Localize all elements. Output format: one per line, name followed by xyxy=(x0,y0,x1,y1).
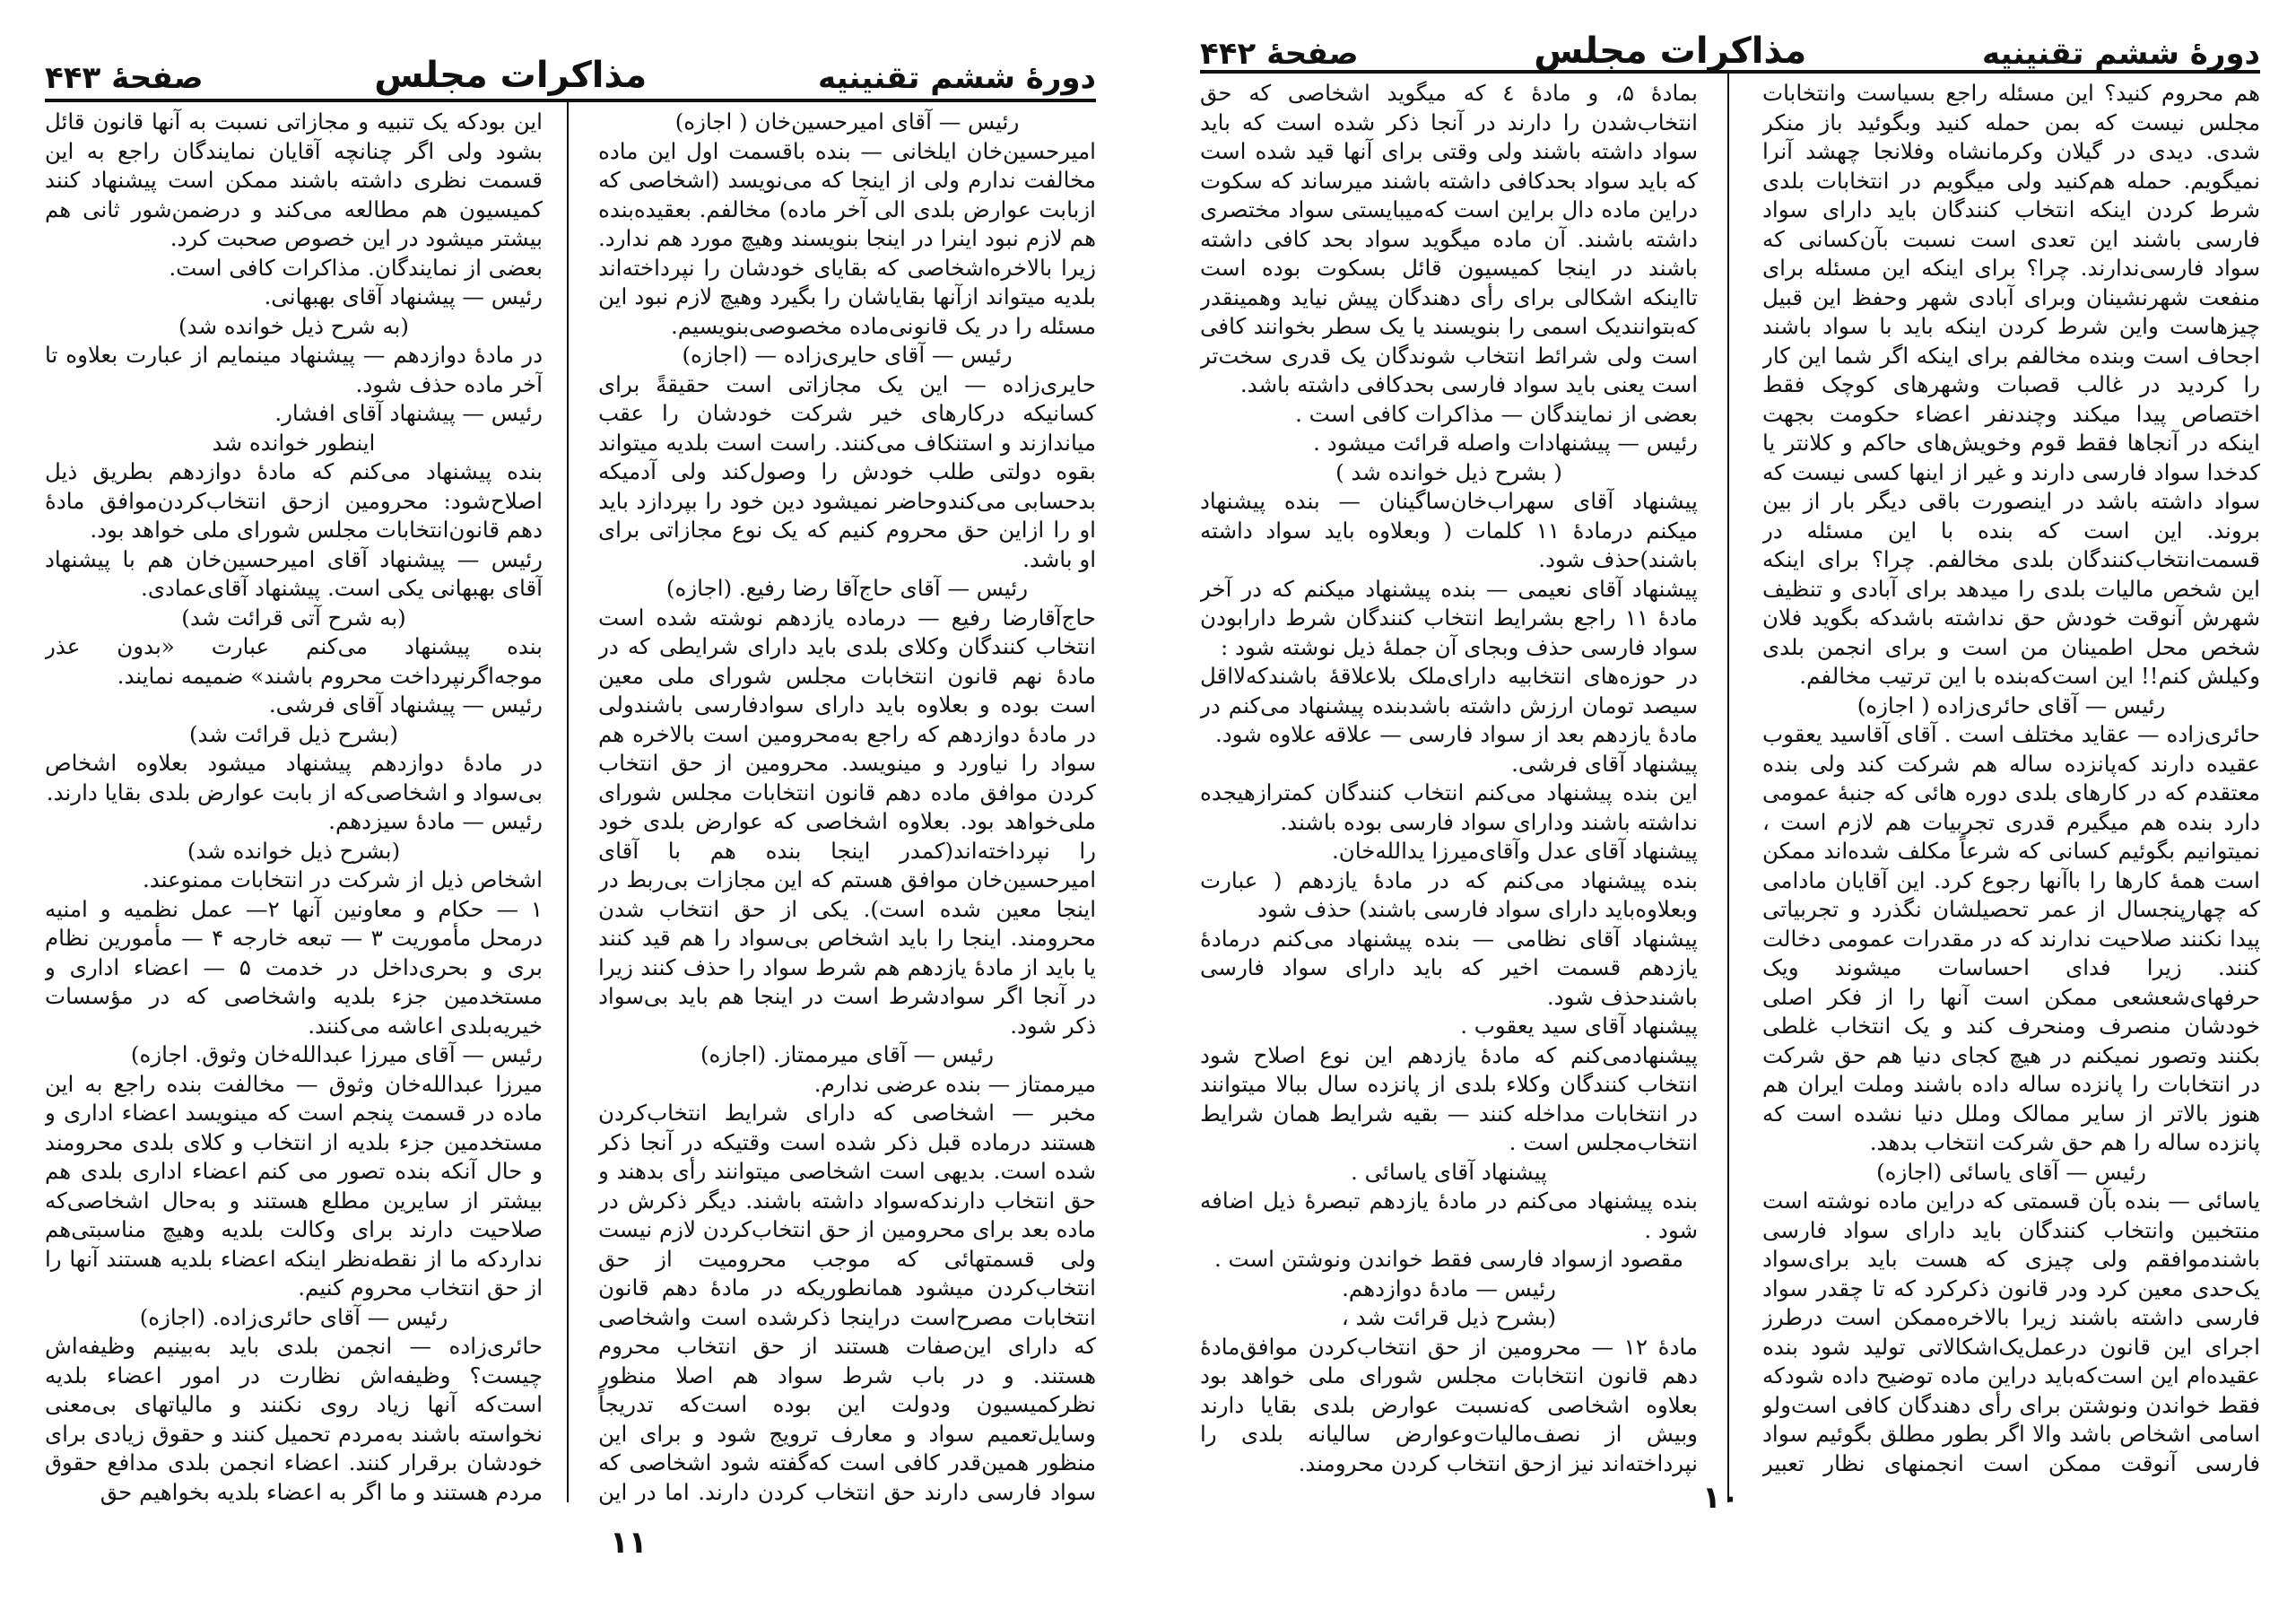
page-header xyxy=(1200,16,2260,72)
paragraph: پیشنهاد آقای سید یعقوب . xyxy=(1460,1013,1698,1039)
paragraph: میرزا عبدالله‌خان وثوق — مخالفت بنده راجع به این ماده در قسمت پنجم است ‌که مینویسد اعضاء اداری و مستخدمین جزء بلدیه از انتخاب و کلای بلدی محرومند و حال آنکه بنده تصور می کنم اعضاء اداری بلدی هم بیشتر از سایرین مطلع هستند و به‌حال اشخاصی‌که صلاحیت دارند برای وکالت بلدیه وهیچ مناسبتی‌هم ندارد‌که ما از نقطه‌نظر اینکه اعضاء بلدیه هستند آنها را از حق انتخاب محروم کنیم. xyxy=(45,1070,543,1301)
paragraph: رئیس — آقای حاج‌آقا رضا رفیع. (اجازه) xyxy=(665,575,1029,601)
paragraph: بنده پیشنهاد می‌کنم عبارت «بدون عذر موجه‌اگرنپرداخت محروم باشند» ضمیمه نمایند. xyxy=(45,633,543,689)
header-title: مذاکرات مجلس xyxy=(374,55,648,96)
column-divider xyxy=(567,100,569,1502)
paragraph: رئیس — مادهٔ دوازدهم. xyxy=(1342,1275,1556,1301)
paragraph: هم محروم کنید؟ این مسئله راجع بسیاست وانتخابات مجلس نیست که بمن حمله کنید وبگوئید باز منکر شدی. دیدی در گیلان وکرمانشاه وفلانجا چهشد آنرا نمیگویم. حمله هم‌کنید ولی میگویم در انتخابات بلدی شرط کردن اینکه انتخاب کنندگان باید دارای سواد فارسی باشند این تعدی است نسبت بآن‌کسانی که سواد فارسی‌ندارند. چرا؟ برای اینکه این مسئله برای منفعت شهرنشینان وبرای آبادی شهر وحفظ این قبیل چیزهاست واین شرط کردن اینکه باید با سواد باشند اجحاف است وبنده مخالفم برای اینکه اگر شما این کار را کردید در غالب قصبات وشهرهای کوچک فقط اختصاص پیدا میکند وچندنفر اعضاء حکومت بجهت اینکه در آنجاها فقط قوم وخویش‌های حاکم و کلانتر یا کدخدا سواد فارسی دارند و غیر از اینها کسی نیست که سواد داشته باشد در اینصورت باقی دیگر بار از بین بروند. این است که بنده با این مسئله در قسمت‌انتخاب‌کنندگان بلدی مخالفم. چرا؟ برای اینکه این شخص مالیات بلدی را میدهد برای آبادی و تنظیف شهرش آنوقت خودش حق نداشته باشد‌که بگوید فلان شخص محل اطمینان من است و برای انجمن بلدی وکیلش کنم!! این است‌که‌بنده با این ترتیب مخالفم. xyxy=(1762,80,2260,689)
header-rule xyxy=(45,99,1096,102)
paragraph: رئیس — آقای حائری‌زاده ( اجازه) xyxy=(1857,692,2166,718)
paragraph: اینطور خوانده شد xyxy=(212,429,376,456)
journal-name: دورهٔ ششم تقنینیه xyxy=(818,60,1096,96)
paragraph: رئیس — آقای حائری‌زاده. (اجازه) xyxy=(139,1303,448,1330)
paragraph: میرممتاز — بنده عرضی ندارم. xyxy=(813,1070,1096,1097)
paragraph: بمادهٔ ۵، و مادهٔ ٤ که میگوید اشخاصی که حق انتخاب‌شدن را دارند در آنجا ذکر شده است که باید سواد داشته باشند ولی وقتی برای آنها قید شده است که باید سواد بحدکافی داشته باشند میرساند که سکوت دراین ماده دال براین است که‌میبایستی سواد مختصری داشته باشند. آن ماده میگوید سواد بحد کافی داشته باشند در اینجا کمیسیون قائل بسکوت بوده است تااینکه اشکالی برای رأی دهندگان پیش نیاید وهمینقدر که‌بتوانند‌یک اسمی را بنویسند یا یک سطر بخوانند کافی است ولی شرائط انتخاب شوندگان یک قدری سخت‌تر است یعنی باید سواد فارسی بحدکافی داشته باشد. xyxy=(1200,80,1698,397)
page-number: ۱۱ xyxy=(610,1525,648,1561)
paragraph: رئیس — آقای میرممتاز. (اجازه) xyxy=(700,1041,995,1067)
paragraph: بعضی از نمایندگان — مذاکرات کافی است . xyxy=(1295,400,1698,427)
paragraph: این بودکه یک تنبیه و مجازاتی نسبت به آنها قانون قائل بشود ولی اگر چنانچه آقایان نمایندگان راجع به این قسمت نظری داشته باشند ممکن است پیشنهاد کنند کمیسیون هم مطالعه می‌کند و درضمن‌شور ثانی هم بیشتر میشود در این خصوص صحبت کرد. xyxy=(45,109,543,251)
paragraph: (بشرح ذیل قرائت شد) xyxy=(188,720,399,747)
paragraph: مخبر — اشخاصی که دارای شرایط انتخاب‌کردن هستند درماده قبل ذکر شده است وقتیکه در آنجا ذکر شده است. بدیهی است اشخاصی میتوانند رأی بدهند و حق انتخاب دارند‌که‌سواد داشته باشند. دیگر ذکرش در ماده بعد برای محرومین از حق انتخاب‌کردن لازم نیست ولی قسمتهائی که موجب محرومیت از حق انتخاب‌کردن میشود همانطوریکه در مادهٔ دهم قانون انتخابات مصرح‌است دراینجا ذکرشده است واشخاصی که دارای این‌صفات هستند از حق انتخاب محروم هستند. و در باب شرط سواد هم اصلا منظور نظرکمیسیون ودولت این بوده است‌که تدریجاً وسایل‌تعمیم سواد و معارف ترویج شود و برای این منظور همین‌قدر کافی است که‌گفته شود اشخاصی که سواد فارسی دارند حق انتخاب کردن دارند. اما در این xyxy=(598,1100,1096,1505)
page-number: ۱۰ xyxy=(1702,1480,1740,1516)
paragraph: مقصود ازسواد فارسی فقط خواندن ونوشتن است . xyxy=(1213,1246,1684,1272)
paragraph: حایری‌زاده — این یک مجازاتی است حقیقةً برای کسانیکه درکارهای خیر شرکت خودشان را عقب میاندازند و استنکاف می‌کنند. راست است بلدیه میتواند بقوه دولتی طلب خودش را وصول‌کند ولی آدمیکه بدحسابی می‌کندوحاضر نمیشود دین خود را بپردازد باید او را ازاین حق محروم کنیم که یک نوع مجازاتی برای او باشد. xyxy=(598,370,1096,572)
text-column-left xyxy=(45,108,543,1507)
page-443 xyxy=(0,0,1132,1610)
paragraph: رئیس — مادهٔ سیزدهم. xyxy=(328,808,543,834)
paragraph: رئیس — پیشنهاد آقای فرشی. xyxy=(268,692,543,718)
paragraph: پیشنهاد آقای نظامی — بنده پیشنهاد می‌کنم درمادهٔ یازدهم قسمت اخیر که باید دارای سواد فارسی باشندحذف شود. xyxy=(1200,925,1698,1010)
paragraph: حائری‌زاده — عقاید مختلف است . آقای آقاسید یعقوب عقیده دارند که‌پانزده ساله هم شرکت کند ولی بنده معتقدم که در کارهای بلدی دوره هائی که جنبهٔ عمومی دارد بنده هم میگیرم قدری تجربیات هم لازم است ، نمیتوانیم بگوئیم کسانی که شرعاً مکلف شده‌اند ممکن است همهٔ کارها را باآنها رجوع کرد. این آقایان مادامی که چهارپنجسال از عمر تحصیلشان نگذرد و تجربیاتی پیدا نکنند صلاحیت ندارند که در مقدرات عمومی دخالت کنند. زیرا فدای احساسات میشوند ویک حرفهای‌شعشعی ممکن است آنها را از فکر اصلی خودشان منصرف ومنحرف کند و یک انتخاب غلطی بکنند وتصور نمیکنم در هیچ کجای دنیا هم حق شرکت در انتخابات را پانزده ساله داده باشند وملت ایران هم هنوز بالاتر از سایر ممالک وملل دنیا نشده است که پانزده ساله را هم حق شرکت انتخاب بدهد. xyxy=(1762,721,2260,1155)
page-label: صفحهٔ ۴۴۳ xyxy=(45,60,204,96)
header-rule xyxy=(1200,70,2260,74)
journal-name: دورهٔ ششم تقنینیه xyxy=(1982,36,2260,72)
paragraph: پیشنهاد آقای نعیمی — بنده پیشنهاد میکنم که در آخر مادهٔ ۱۱ راجع بشرایط انتخاب کنندگان شرط دارابودن سواد فارسی حذف وبجای آن جملهٔ ذیل نوشته شود : xyxy=(1200,575,1698,660)
paragraph: پیشنهاد آقای فرشی. xyxy=(1511,750,1698,777)
paragraph: در مادهٔ دوازدهم پیشنهاد میشود بعلاوه اشخاص بی‌سواد و اشخاصی‌که از بابت عوارض بلدی بقایا دارند. xyxy=(45,750,543,805)
paragraph: رئیس — پیشنهادات واصله قرائت میشود . xyxy=(1313,430,1698,456)
paragraph: پیشنهادمی‌کنم که مادهٔ یازدهم این نوع اصلاح شود انتخاب‌ کنندگان وکلاء بلدی از پانزده سال ببالا میتوانند در انتخابات مداخله کنند — بقیه شرایط همان شرایط انتخاب‌مجلس است . xyxy=(1200,1041,1698,1155)
text-column-right xyxy=(1762,79,2260,1478)
paragraph: حاج‌آقارضا رفیع — درماده یازدهم نوشته شده است انتخاب کنندگان وکلای بلدی باید دارای شرایطی که در مادهٔ نهم قانون انتخابات مجلس شورای ملی معین است بوده و بعلاوه باید دارای سوادفارسی باشندولی در مادهٔ دوازدهم که راجع به‌محرومین است بالاخره هم سواد را نیاورد و مینویسد. محرومین از حق انتخاب کردن موافق ماده دهم قانون انتخابات مجلس شورای ملی‌خواهد بود. بعلاوه اشخاصی که عوارض بلدی خود را نپرداخته‌اند(کمدر اینجا بنده هم با آقای امیرحسین‌خان موافق هستم که این مجازات بی‌ربط در اینجا معین شده است). یکی از حق انتخاب شدن محرومند. اینجا را باید اشخاص بی‌سواد را هم قید کنند یا باید از مادهٔ یازدهم هم شرط سواد را حذف کنند زیرا در آنجا اگر سوادشرط است در اینجا هم باید بی‌سواد ذکر شود. xyxy=(598,604,1096,1039)
paragraph: رئیس — پیشنهاد آقای بهبهانی. xyxy=(264,283,543,309)
paragraph: رئیس — پیشنهاد آقای امیرحسین‌خان هم با پیشنهاد آقای بهبهانی یکی است. پیشنهاد آقای‌عمادی. xyxy=(45,545,543,601)
paragraph: (به شرح آتی قرائت شد) xyxy=(181,604,406,631)
paragraph: یاسائی — بنده بآن قسمتی که دراین ماده نوشته است منتخبین وانتخاب کنندگان باید دارای سواد فارسی باشندموافقم ولی چیزی که هست باید برای‌سواد یک‌حدی معین کرد ودر قانون ذکرکرد که تا چقدر سواد فارسی داشته باشند زیرا بالاخره‌ممکن است در‌طرز اجرای این قانون در‌عمل‌یک‌اشکالاتی تولید شود بنده عقیده‌ام این است‌که‌باید دراین ماده توضیح داده شود‌که فقط خواندن ونوشتن برای رأی دهندگان کافی است‌ولو اسامی اشخاص باشد والا اگر بطور مطلق بگوئیم سواد فارسی آنوقت ممکن است انجمنهای نظار تعبیر xyxy=(1762,1188,2260,1476)
paragraph: بعضی از نمایندگان. مذاکرات کافی است. xyxy=(169,254,543,281)
paragraph: حائری‌زاده — انجمن بلدی باید به‌بینیم وظیفه‌اش چیست؟ وظیفه‌اش نظارت در امور اعضاء بلدیه است‌که آنها زیاد روی نکنند و مالیاتهای بی‌معنی نخواسته باشند به‌مردم تحمیل کنند و حقوق زیادی برای خودشان برقرار کنند. اعضاء انجمن بلدی مدافع حقوق مردم هستند و ما اگر به اعضاء بلدیه بخواهیم حق xyxy=(45,1333,543,1505)
paragraph: رئیس — پیشنهاد آقای افشار. xyxy=(274,400,543,426)
paragraph: بنده پیشنهاد می‌کنم که مادهٔ دوازدهم بطریق ذیل اصلاح‌شود: محرومین ازحق انتخاب‌کردن‌موافق مادهٔ دهم قانون‌انتخابات مجلس شورای ملی خواهد بود. xyxy=(45,458,543,543)
paragraph: رئیس — آقای حایری‌زاده — (اجازه) xyxy=(682,342,1013,368)
paragraph: (بشرح ذیل قرائت شد ، xyxy=(1341,1304,1557,1330)
paragraph: (به شرح ذیل خوانده شد) xyxy=(178,312,409,339)
paragraph: رئیس — آقای یاسائی (اجازه) xyxy=(1876,1158,2146,1185)
paragraph: پیشنهاد آقای سهراب‌خان‌ساگینان — بنده پیشنهاد میکنم درمادهٔ ۱۱ کلمات ( وبعلاوه باید سواد داشته باشند)حذف شود. xyxy=(1200,488,1698,572)
paragraph: بنده پیشنهاد می‌کنم در مادهٔ یازدهم تبصرهٔ ذیل اضافه شود . xyxy=(1200,1188,1698,1243)
text-column-right xyxy=(598,108,1096,1507)
paragraph: اشخاص ذیل از شرکت در انتخابات ممنوعند. xyxy=(142,866,543,892)
page-header xyxy=(45,40,1096,96)
paragraph: امیرحسین‌خان ایلخانی — بنده باقسمت اول این ماده مخالفت ندارم ولی از اینجا که می‌نویسد (اشخاصی که ازبابت عوارض بلدی الی آخر ماده) مخالفم. بعقیده‌بنده هم لازم نبود اینرا در اینجا بنویسند وهیچ مورد هم ندارد. زیرا بالاخره‌اشخاصی که بقایای خودشان را نپرداخته‌اند بلدیه میتواند ازآنها بقایاشان را بگیرد وهیچ لازم نبود این مسئله را در یک قانونی‌ماده مخصوصی‌بنویسیم. xyxy=(598,137,1096,339)
paragraph: (بشرح ذیل خوانده شد) xyxy=(187,837,401,864)
paragraph: ۱ — حکام و معاونین آنها ۲— عمل نظمیه و امنیه درمحل مأموریت ۳ — تبعه خارجه ۴ — مأمورین نظام بری و بحری‌داخل در خدمت ۵ — اعضاء اداری و مستخدمین جزء بلدیه واشخاصی که در مؤسسات خیریه‌بلدی اعاشه می‌کنند. xyxy=(45,895,543,1039)
paragraph: این بنده پیشنهاد می‌کنم انتخاب کنندگان کمتر‌ازهیجده نداشته باشند ودارای سواد فارسی بوده باشند. xyxy=(1200,779,1698,835)
header-title: مذاکرات مجلس xyxy=(1534,30,1807,72)
paragraph: پیشنهاد آقای عدل وآقای‌میرزا یدالله‌خان. xyxy=(1332,838,1698,864)
page-label: صفحهٔ ۴۴۲ xyxy=(1200,36,1359,72)
paragraph: رئیس — آقای امیرحسین‌خان ( اجازه) xyxy=(674,109,1020,135)
paragraph: پیشنهاد آقای یاسائی . xyxy=(1351,1158,1547,1185)
paragraph: مادهٔ ۱۲ — محرومین از حق انتخاب‌کردن موافق‌مادهٔ دهم قانون انتخابات مجلس شورای ملی خواهد بود بعلاوه اشخاصی که‌نسبت عوارض بلدی بقایا دارند وبیش از نصف‌مالیات‌وعوارض سالیانه بلدی را نپرداخته‌اند نیز ازحق انتخاب کردن محرومند. xyxy=(1200,1333,1698,1476)
paragraph: بنده پیشنهاد می‌کنم که در مادهٔ یازدهم ( عبارت وبعلاوه‌باید دارای سواد فارسی باشند) حذف شود xyxy=(1200,866,1698,922)
paragraph: رئیس — آقای میرزا عبدالله‌خان وثوق. اجازه) xyxy=(130,1041,543,1067)
page-442 xyxy=(1164,0,2296,1610)
paragraph: در حوزه‌های انتخابیه دارای‌ملک بلاعلاقهٔ باشند‌که‌لااقل سیصد تومان ارزش داشته باشدبنده پیشنهاد می‌کنم در مادهٔ یازدهم بعد از سواد فارسی — علاقه علاوه شود. xyxy=(1200,663,1698,747)
column-divider xyxy=(1727,72,1729,1502)
text-column-left xyxy=(1200,79,1698,1478)
paragraph: ( بشرح ذیل خوانده شد ) xyxy=(1335,458,1562,485)
paragraph: در مادهٔ دوازدهم — پیشنهاد مینمایم از عبارت بعلاوه تا آخر ماده حذف شود. xyxy=(45,342,543,397)
